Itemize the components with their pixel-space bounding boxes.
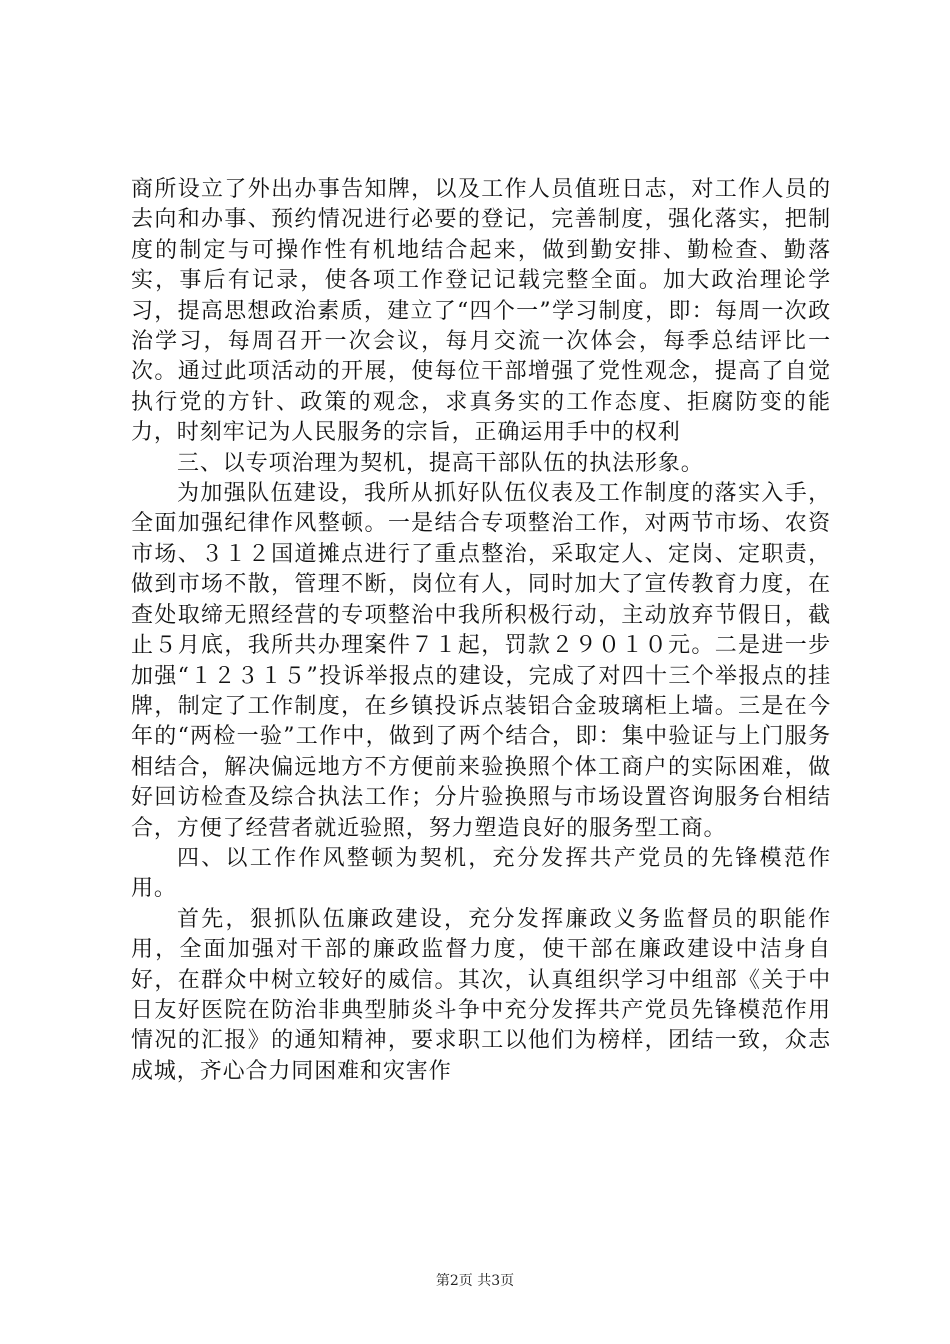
- paragraph-continuation: 商所设立了外出办事告知牌，以及工作人员值班日志，对工作人员的去向和办事、预约情况进行必要的登记，完善制度，强化落实，把制度的制定与可操作性有机地结合起来，做到勤安排、勤检查、勤落实，事后有记录，使各项工作登记记载完整全面。加大政治理论学习，提高思想政治素质，建立了“四个一”学习制度，即：每周一次政治学习，每周召开一次会议，每月交流一次体会，每季总结评比一次。通过此项活动的开展，使每位干部增强了党性观念，提高了自觉执行党的方针、政策的观念，求真务实的工作态度、拒腐防变的能力，时刻牢记为人民服务的宗旨，正确运用手中的权利: [131, 177, 831, 446]
- section-heading-3: 三、以专项治理为契机，提高干部队伍的执法形象。: [177, 450, 704, 476]
- document-body: [131, 175, 831, 1087]
- paragraph: 为加强队伍建设，我所从抓好队伍仪表及工作制度的落实入手，全面加强纪律作风整顿。一是结合专项整治工作，对两节市场、农资市场、３１２国道摊点进行了重点整治，采取定人、定岗、定职责，做到市场不散，管理不断，岗位有人，同时加大了宣传教育力度，在查处取缔无照经营的专项整治中我所积极行动，主动放弃节假日，截止５月底，我所共办理案件７１起，罚款２９０１０元。二是进一步加强“１２３１５”投诉举报点的建设，完成了对四十三个举报点的挂牌，制定了工作制度，在乡镇投诉点装铝合金玻璃柜上墙。三是在今年的“两检一验”工作中，做到了两个结合，即：集中验证与上门服务相结合，解决偏远地方不方便前来验换照个体工商户的实际困难，做好回访检查及综合执法工作；分片验换照与市场设置咨询服务台相结合，方便了经营者就近验照，努力塑造良好的服务型工商。: [131, 481, 831, 841]
- page-footer: 第2页 共3页: [435, 1273, 515, 1289]
- paragraph: 首先，狠抓队伍廉政建设，充分发挥廉政义务监督员的职能作用，全面加强对干部的廉政监督力度，使干部在廉政建设中洁身自好，在群众中树立较好的威信。其次，认真组织学习中组部《关于中日友好医院在防治非典型肺炎斗争中充分发挥共产党员先锋模范作用情况的汇报》的通知精神，要求职工以他们为榜样，团结一致，众志成城，齐心合力同困难和灾害作: [131, 906, 831, 1084]
- section-heading-4: 四、以工作作风整顿为契机，充分发挥共产党员的先锋模范作用。: [131, 845, 831, 902]
